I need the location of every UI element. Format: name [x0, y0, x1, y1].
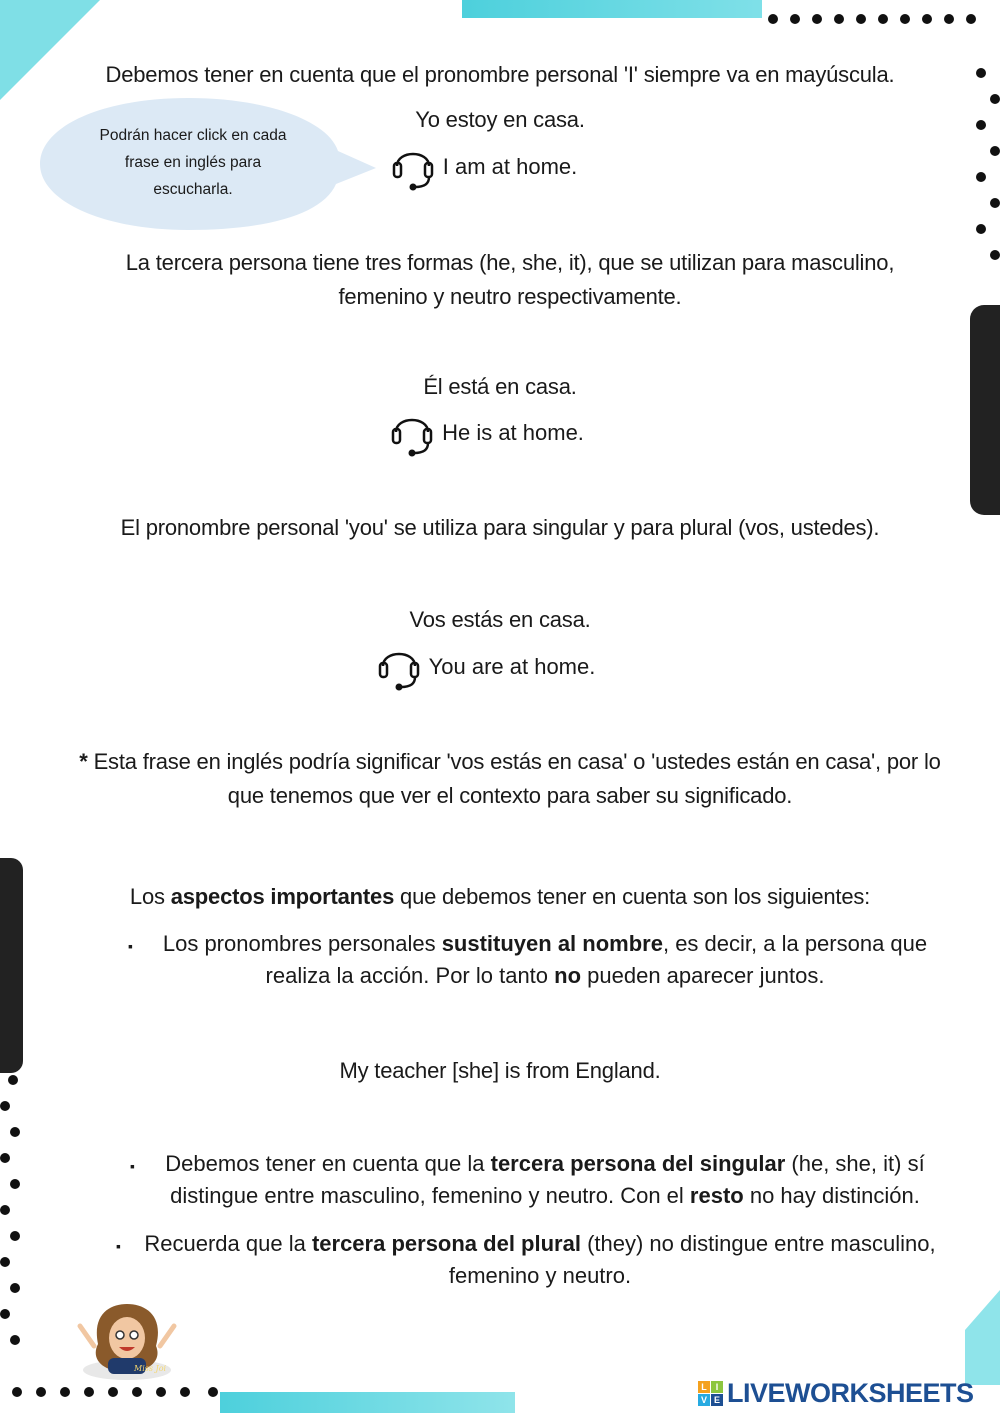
bullet-marker: ▪ — [128, 938, 133, 954]
example1-english[interactable]: I am at home. — [442, 154, 578, 179]
example2-audio[interactable] — [390, 408, 584, 458]
headphones-icon[interactable] — [391, 142, 435, 192]
example4-text: My teacher [she] is from England. — [339, 1058, 661, 1083]
dots-top-right — [760, 8, 1000, 268]
corner-shape-top-left — [0, 0, 110, 110]
avatar-signature: Miss Joi — [134, 1364, 167, 1373]
example3-english[interactable]: You are at home. — [428, 654, 596, 679]
bullet-marker: ▪ — [130, 1158, 135, 1174]
third-person-text: La tercera persona tiene tres formas (he, she, it), que se utilizan para masculino, femenino y neutro respectivamente. — [125, 250, 895, 309]
example2-english[interactable]: He is at home. — [442, 420, 584, 445]
example2-spanish: Él está en casa. — [423, 374, 577, 399]
aspects-heading: Los aspectos importantes que debemos tener en cuenta son los siguientes: — [129, 884, 871, 909]
callout-text: Podrán hacer click en cada frase en inglés para escucharla. — [99, 127, 287, 198]
bullet-marker: ▪ — [116, 1238, 121, 1254]
example1-audio[interactable] — [391, 142, 578, 192]
example3-spanish: Vos estás en casa. — [409, 607, 591, 632]
logo-badge-icon: L I V E — [698, 1381, 723, 1406]
top-teal-band — [462, 0, 762, 18]
bullet3-text: Recuerda que la tercera persona del plural (they) no distingue entre masculino, femenino y neutro. — [144, 1231, 936, 1288]
bullet2-text: Debemos tener en cuenta que la tercera persona del singular (he, she, it) sí distingue entre masculino, femenino y neutro. Con el resto no hay distinción. — [165, 1151, 925, 1208]
example1-spanish: Yo estoy en casa. — [415, 107, 585, 132]
you-note-text: El pronombre personal 'you' se utiliza para singular y para plural (vos, ustedes). — [120, 515, 880, 540]
bottom-teal-band — [220, 1392, 515, 1413]
liveworksheets-logo[interactable] — [698, 1376, 974, 1410]
example3-audio[interactable] — [377, 642, 596, 692]
bullet1-text: Los pronombres personales sustituyen al nombre, es decir, a la persona que realiza la acción. Por lo tanto no pueden aparecer juntos. — [162, 931, 928, 988]
asterisk-mark: * — [79, 749, 88, 774]
teacher-avatar — [70, 1300, 185, 1382]
asterisk-note: * Esta frase en inglés podría significar 'vos estás en casa' o 'ustedes están en casa', por lo que tenemos que ver el contexto para saber su significado. — [79, 749, 941, 808]
headphones-icon[interactable] — [377, 642, 421, 692]
headphones-icon[interactable] — [390, 408, 434, 458]
intro-text: Debemos tener en cuenta que el pronombre personal 'I' siempre va en mayúscula. — [105, 62, 895, 87]
corner-shape-bottom-right — [965, 1290, 1000, 1385]
logo-text: LIVEWORKSHEETS — [727, 1377, 974, 1408]
